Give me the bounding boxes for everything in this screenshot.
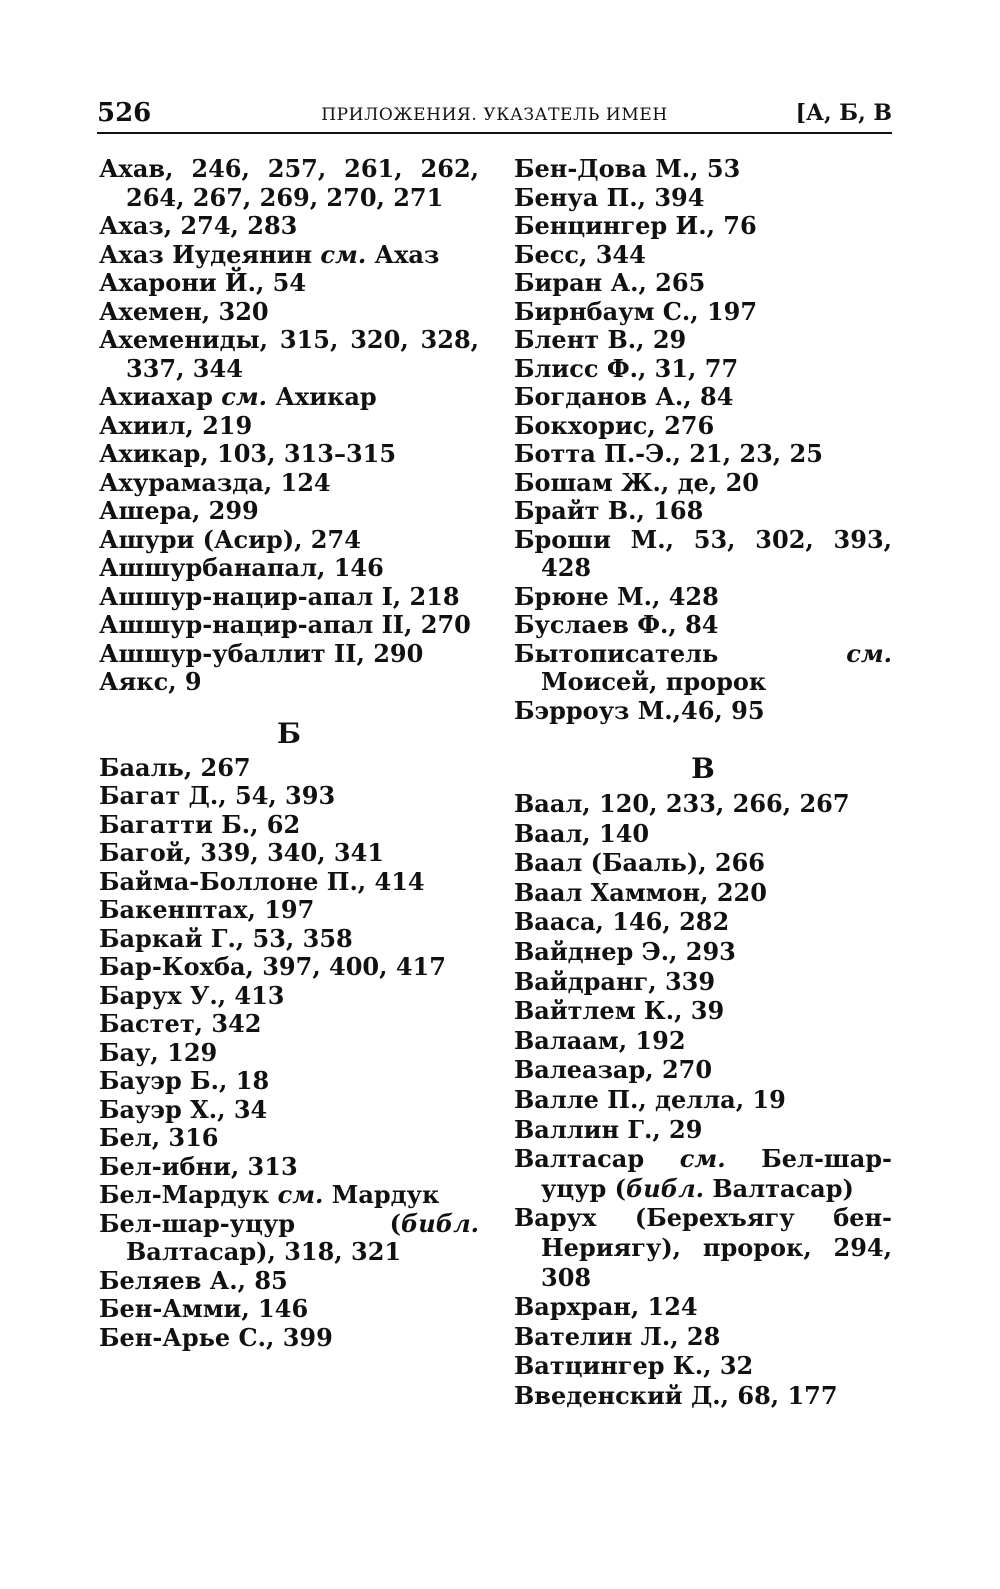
entry-crossref: см. bbox=[846, 638, 892, 668]
index-entry bbox=[514, 184, 892, 213]
index-column-left bbox=[99, 155, 479, 1352]
index-entry bbox=[99, 925, 479, 954]
entry-text: Биран А., 265 bbox=[514, 268, 706, 297]
index-entry bbox=[514, 878, 892, 908]
index-entry bbox=[514, 269, 892, 298]
index-entry bbox=[514, 469, 892, 498]
index-entry bbox=[514, 1115, 892, 1145]
section-heading-b: Б bbox=[277, 716, 301, 750]
entries-b-left bbox=[99, 754, 479, 1353]
entry-text: Ахикар, 103, 313–315 bbox=[99, 439, 397, 468]
index-entry bbox=[99, 982, 479, 1011]
index-entry bbox=[514, 298, 892, 327]
index-entry bbox=[99, 583, 479, 612]
entry-text: Бакенптах, 197 bbox=[99, 895, 315, 924]
entry-text: Бен-Арье С., 399 bbox=[99, 1322, 333, 1352]
index-entry bbox=[99, 839, 479, 868]
entry-text: Валтасар) bbox=[704, 1173, 854, 1203]
index-entry bbox=[514, 1292, 892, 1322]
index-entry bbox=[99, 1096, 479, 1125]
entry-text: Бел-Мардук bbox=[99, 1180, 278, 1209]
entry-text: Валаам, 192 bbox=[514, 1025, 686, 1055]
index-entry bbox=[99, 155, 479, 212]
entry-text: Блисс Ф., 31, 77 bbox=[514, 353, 739, 383]
entry-text: Бенцингер И., 76 bbox=[514, 211, 757, 240]
entry-crossref: см. bbox=[221, 382, 267, 411]
entry-text: Ахарони Й., 54 bbox=[99, 268, 307, 297]
index-entry bbox=[514, 611, 892, 640]
index-entry bbox=[514, 789, 892, 819]
index-entry bbox=[514, 440, 892, 469]
entries-a bbox=[99, 155, 479, 697]
entry-text: Ашшур-нацир-апал II, 270 bbox=[99, 610, 471, 639]
entry-text: Бэрроуз М.,46, 95 bbox=[514, 695, 765, 725]
entry-text: Вайднер Э., 293 bbox=[514, 936, 736, 966]
index-entry bbox=[514, 583, 892, 612]
entry-text: Бен-Дова М., 53 bbox=[514, 154, 741, 183]
entry-text: Багатти Б., 62 bbox=[99, 809, 301, 839]
entry-text: Валтасар bbox=[514, 1144, 680, 1174]
entry-text: Бирнбаум С., 197 bbox=[514, 296, 758, 326]
entry-text: Вааса, 146, 282 bbox=[514, 907, 730, 937]
index-entry bbox=[514, 355, 892, 384]
entry-text: Ахаз Иудеянин bbox=[99, 239, 321, 269]
index-entry bbox=[99, 241, 479, 270]
index-entry bbox=[99, 1153, 479, 1182]
index-entry bbox=[514, 848, 892, 878]
entry-text: Моисей, пророк bbox=[541, 667, 767, 696]
entry-text: Мардук bbox=[323, 1180, 440, 1209]
entry-text: Ахемен, 320 bbox=[99, 296, 269, 326]
entry-text: Багой, 339, 340, 341 bbox=[99, 838, 384, 867]
entry-text: Бау, 129 bbox=[99, 1037, 218, 1067]
index-entry bbox=[514, 241, 892, 270]
entry-crossref: библ. bbox=[625, 1173, 704, 1203]
page-number: 526 bbox=[97, 98, 152, 128]
entry-text: Бар-Кохба, 397, 400, 417 bbox=[99, 952, 446, 981]
entry-text: Валтасар), 318, 321 bbox=[126, 1237, 402, 1266]
entry-text: Бен-Амми, 146 bbox=[99, 1294, 309, 1323]
index-entry bbox=[514, 326, 892, 355]
index-entry bbox=[514, 526, 892, 583]
entry-text: Беляев А., 85 bbox=[99, 1265, 288, 1295]
entry-text: Валеазар, 270 bbox=[514, 1055, 713, 1085]
entry-text: Ваал (Бааль), 266 bbox=[514, 848, 766, 878]
index-entry bbox=[99, 554, 479, 583]
index-entry bbox=[99, 269, 479, 298]
index-entry bbox=[514, 937, 892, 967]
index-entry bbox=[514, 819, 892, 849]
index-entry bbox=[514, 155, 892, 184]
index-entry bbox=[514, 697, 892, 726]
entry-text: Блент В., 29 bbox=[514, 325, 687, 354]
index-entry bbox=[99, 212, 479, 241]
index-entry bbox=[514, 1203, 892, 1292]
entry-text: Бошам Ж., де, 20 bbox=[514, 467, 759, 497]
index-entry bbox=[99, 383, 479, 412]
index-entry bbox=[99, 1124, 479, 1153]
index-entry bbox=[99, 1267, 479, 1296]
entry-text: Ахаз, 274, 283 bbox=[99, 211, 298, 240]
index-entry bbox=[514, 996, 892, 1026]
page-header bbox=[97, 96, 892, 134]
entry-text: Ахикар bbox=[267, 382, 377, 411]
entry-text: Брайт В., 168 bbox=[514, 496, 704, 525]
entry-text: Бокхорис, 276 bbox=[514, 410, 715, 440]
index-entry bbox=[514, 967, 892, 997]
entry-text: Ваал Хаммон, 220 bbox=[514, 877, 767, 907]
entry-text: Бауэр Х., 34 bbox=[99, 1094, 268, 1124]
entry-text: Ашшур-убаллит II, 290 bbox=[99, 638, 424, 668]
entry-text: Бесс, 344 bbox=[514, 239, 646, 269]
index-entry bbox=[514, 412, 892, 441]
entry-text: Введенский Д., 68, 177 bbox=[514, 1380, 838, 1410]
index-entry bbox=[99, 326, 479, 383]
entry-crossref: см. bbox=[277, 1180, 324, 1209]
index-entry bbox=[99, 668, 479, 697]
entry-text: Буслаев Ф., 84 bbox=[514, 610, 719, 639]
entry-text: Бауэр Б., 18 bbox=[99, 1066, 270, 1095]
entry-text: Ахурамазда, 124 bbox=[99, 467, 331, 497]
index-entry bbox=[99, 526, 479, 555]
entry-text: Броши М., 53, 302, 393, 428 bbox=[514, 524, 892, 582]
entry-text: Валлин Г., 29 bbox=[514, 1114, 703, 1144]
entry-text: Богданов А., 84 bbox=[514, 382, 734, 411]
entry-text: Варух (Берехъягу бен-Нериягу), пророк, 294, 308 bbox=[514, 1203, 892, 1292]
index-entry bbox=[99, 469, 479, 498]
index-entry bbox=[99, 298, 479, 327]
entry-text: Бел-шар-уцур ( bbox=[541, 1144, 892, 1203]
entry-text: Ашшурбанапал, 146 bbox=[99, 553, 384, 582]
index-entry bbox=[514, 640, 892, 697]
entry-text: Бытописатель bbox=[514, 638, 847, 668]
index-entry bbox=[514, 1026, 892, 1056]
entries-v bbox=[514, 789, 892, 1410]
index-entry bbox=[514, 1381, 892, 1411]
entry-text: Вархран, 124 bbox=[514, 1292, 698, 1322]
index-entry bbox=[514, 1055, 892, 1085]
running-title: ПРИЛОЖЕНИЯ. УКАЗАТЕЛЬ ИМЕН bbox=[321, 105, 668, 125]
index-entry bbox=[99, 953, 479, 982]
entry-text: Баркай Г., 53, 358 bbox=[99, 923, 353, 953]
index-entry bbox=[99, 611, 479, 640]
entry-text: Бенуа П., 394 bbox=[514, 182, 705, 212]
entry-text: Валле П., делла, 19 bbox=[514, 1084, 786, 1114]
entry-text: Ахиил, 219 bbox=[99, 410, 253, 440]
entry-text: Вателин Л., 28 bbox=[514, 1321, 721, 1351]
index-entry bbox=[514, 1144, 892, 1203]
entry-text: Ватцингер К., 32 bbox=[514, 1351, 754, 1381]
entry-text: Ахав, 246, 257, 261, 262, 264, 267, 269, 270, 271 bbox=[99, 154, 479, 212]
index-entry bbox=[99, 1010, 479, 1039]
index-entry bbox=[99, 811, 479, 840]
index-entry bbox=[514, 1322, 892, 1352]
index-entry bbox=[514, 383, 892, 412]
entry-crossref: библ. bbox=[400, 1208, 479, 1238]
entry-text: Ахиахар bbox=[99, 382, 222, 411]
index-entry bbox=[99, 1210, 479, 1267]
entry-text: Ашшур-нацир-апал I, 218 bbox=[99, 581, 460, 611]
index-entry bbox=[514, 907, 892, 937]
entry-text: Ашера, 299 bbox=[99, 496, 259, 525]
index-entry bbox=[514, 497, 892, 526]
entry-text: Аякс, 9 bbox=[99, 667, 202, 696]
entry-text: Ашури (Асир), 274 bbox=[99, 524, 361, 554]
letter-range: [А, Б, В bbox=[795, 100, 892, 126]
entry-text: Бел-ибни, 313 bbox=[99, 1151, 298, 1181]
index-entry bbox=[99, 640, 479, 669]
entry-crossref: см. bbox=[320, 239, 367, 269]
entry-text: Багат Д., 54, 393 bbox=[99, 781, 336, 810]
entry-text: Ахаз bbox=[366, 239, 440, 269]
index-entry bbox=[99, 868, 479, 897]
index-entry bbox=[99, 754, 479, 783]
index-entry bbox=[99, 1067, 479, 1096]
entry-crossref: см. bbox=[679, 1144, 726, 1174]
entry-text: Байма-Боллоне П., 414 bbox=[99, 866, 425, 896]
index-entry bbox=[99, 1181, 479, 1210]
index-column-right bbox=[514, 155, 892, 1410]
entry-text: Вайдранг, 339 bbox=[514, 966, 716, 996]
index-entry bbox=[99, 440, 479, 469]
entry-text: Ботта П.-Э., 21, 23, 25 bbox=[514, 439, 823, 468]
section-heading-v: В bbox=[691, 752, 715, 785]
entry-text: Брюне М., 428 bbox=[514, 581, 719, 611]
entry-text: Барух У., 413 bbox=[99, 980, 285, 1010]
index-entry bbox=[514, 1351, 892, 1381]
index-entry bbox=[99, 896, 479, 925]
entry-text: Бааль, 267 bbox=[99, 752, 251, 782]
index-entry bbox=[99, 497, 479, 526]
entry-text: Бел-шар-уцур ( bbox=[99, 1208, 401, 1238]
entry-text: Бастет, 342 bbox=[99, 1009, 262, 1038]
index-entry bbox=[99, 1295, 479, 1324]
entry-text: Бел, 316 bbox=[99, 1123, 219, 1152]
index-entry bbox=[514, 1085, 892, 1115]
entry-text: Ваал, 140 bbox=[514, 818, 650, 848]
index-entry bbox=[99, 412, 479, 441]
index-entry bbox=[514, 212, 892, 241]
entries-b-right bbox=[514, 155, 892, 725]
index-entry bbox=[99, 1039, 479, 1068]
entry-text: Ваал, 120, 233, 266, 267 bbox=[514, 789, 850, 818]
entry-text: Ахемениды, 315, 320, 328, 337, 344 bbox=[99, 325, 479, 383]
index-entry bbox=[99, 782, 479, 811]
entry-text: Вайтлем К., 39 bbox=[514, 996, 725, 1026]
index-entry bbox=[99, 1324, 479, 1353]
